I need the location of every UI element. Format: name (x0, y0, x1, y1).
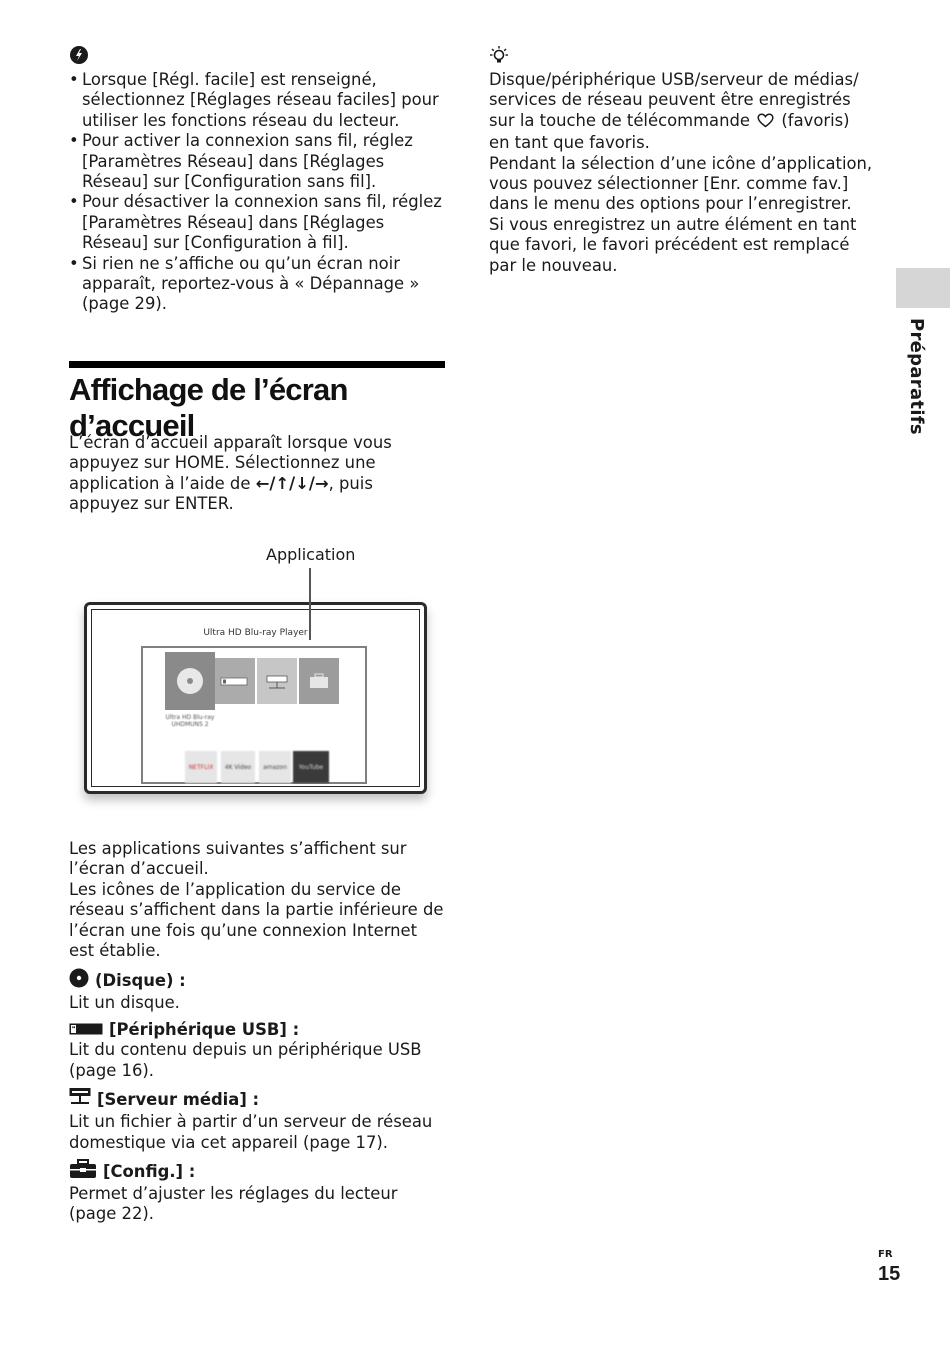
note-item: • Lorsque [Régl. facile] est renseigné, sélectionnez [Réglages réseau faciles] pour utiliser les fonctions réseau du lecteur. (69, 70, 449, 131)
note-item: • Pour activer la connexion sans fil, réglez [Paramètres Réseau] dans [Réglages Réseau] sur [Configuration sans fil]. (69, 131, 449, 192)
screen-title: Ultra HD Blu-ray Player (203, 628, 308, 638)
config-tile (299, 658, 339, 704)
disc-tile (165, 652, 215, 710)
app-list (69, 968, 445, 1225)
chapter-tab (896, 268, 950, 308)
media-server-tile (257, 658, 297, 704)
app-item (69, 968, 445, 1013)
body-paragraph: Les applications suivantes s’affichent sur l’écran d’accueil. (69, 839, 407, 879)
note-icon (70, 46, 88, 64)
toolbox-icon (69, 1159, 97, 1184)
app-item (69, 1159, 445, 1225)
app-label: (Disque) : (95, 971, 186, 990)
callout-label: Application (266, 545, 356, 564)
note-item: • Si rien ne s’affiche ou qu’un écran noir apparaît, reportez-vous à « Dépannage » (page 29). (69, 254, 449, 315)
screen-frame (91, 609, 420, 787)
app-description: Lit un fichier à partir d’un serveur de réseau domestique via cet appareil (page 17). (69, 1112, 433, 1152)
note-item: • Pour désactiver la connexion sans fil, réglez [Paramètres Réseau] dans [Réglages Réseau] sur [Configuration à fil]. (69, 192, 449, 253)
media-server-icon (69, 1087, 91, 1112)
app-label: [Périphérique USB] : (109, 1020, 300, 1040)
service-tile: NETFLIX (185, 751, 217, 783)
hint-paragraph: Pendant la sélection d’une icône d’application, vous pouvez sélectionner [Enr. comme fav.] dans le menu des options pour l’enregistrer. (489, 153, 873, 214)
service-tile: YouTube (293, 751, 329, 783)
hint-paragraph: Si vous enregistrez un autre élément en tant que favori, le favori précédent est remplacé par le nouveau. (489, 214, 857, 275)
hint-text (489, 70, 873, 276)
service-tile: amazon (259, 751, 291, 783)
body-paragraph: Les icônes de l’application du service de réseau s’affichent dans la partie inférieure de l’écran une fois qu’une connexion Internet est établie. (69, 879, 444, 961)
usb-tile (215, 658, 255, 704)
app-description: Lit du contenu depuis un périphérique USB (page 16). (69, 1040, 422, 1080)
hint-icon (489, 45, 509, 69)
intro-paragraph: L’écran d’accueil apparaît lorsque vous appuyez sur HOME. Sélectionnez une application à l’aide de ←/↑/↓/→, puis appuyez sur ENTER. (69, 433, 392, 514)
disc-icon (69, 968, 89, 993)
app-area (141, 646, 367, 784)
language-code: FR (878, 1249, 893, 1260)
disc-caption: Ultra HD Blu-ray UHDMUNS 2 (165, 714, 215, 728)
app-label: [Serveur média] : (97, 1090, 260, 1110)
hint-paragraph: Disque/périphérique USB/serveur de médias/ services de réseau peuvent être enregistrés sur la touche de télécommande (favoris) en tant que favoris. (489, 70, 859, 153)
chapter-label: Préparatifs (906, 318, 927, 435)
callout-line (309, 568, 311, 640)
app-description: Permet d’ajuster les réglages du lecteur (page 22). (69, 1184, 398, 1224)
note-list (69, 70, 449, 315)
home-screen-illustration (84, 602, 427, 794)
arrow-keys: ←/↑/↓/→ (255, 473, 329, 493)
app-item (69, 1019, 445, 1081)
section-title: Affichage de l’écran d’accueil (69, 372, 348, 443)
usb-icon (69, 1019, 103, 1040)
app-description: Lit un disque. (69, 993, 180, 1012)
heart-icon (757, 113, 774, 133)
service-tile: 4K Video (221, 751, 255, 783)
title-rule (69, 361, 445, 368)
page-number: 15 (878, 1263, 901, 1285)
app-label: [Config.] : (103, 1162, 196, 1182)
app-item (69, 1087, 445, 1153)
body-text (69, 839, 445, 961)
